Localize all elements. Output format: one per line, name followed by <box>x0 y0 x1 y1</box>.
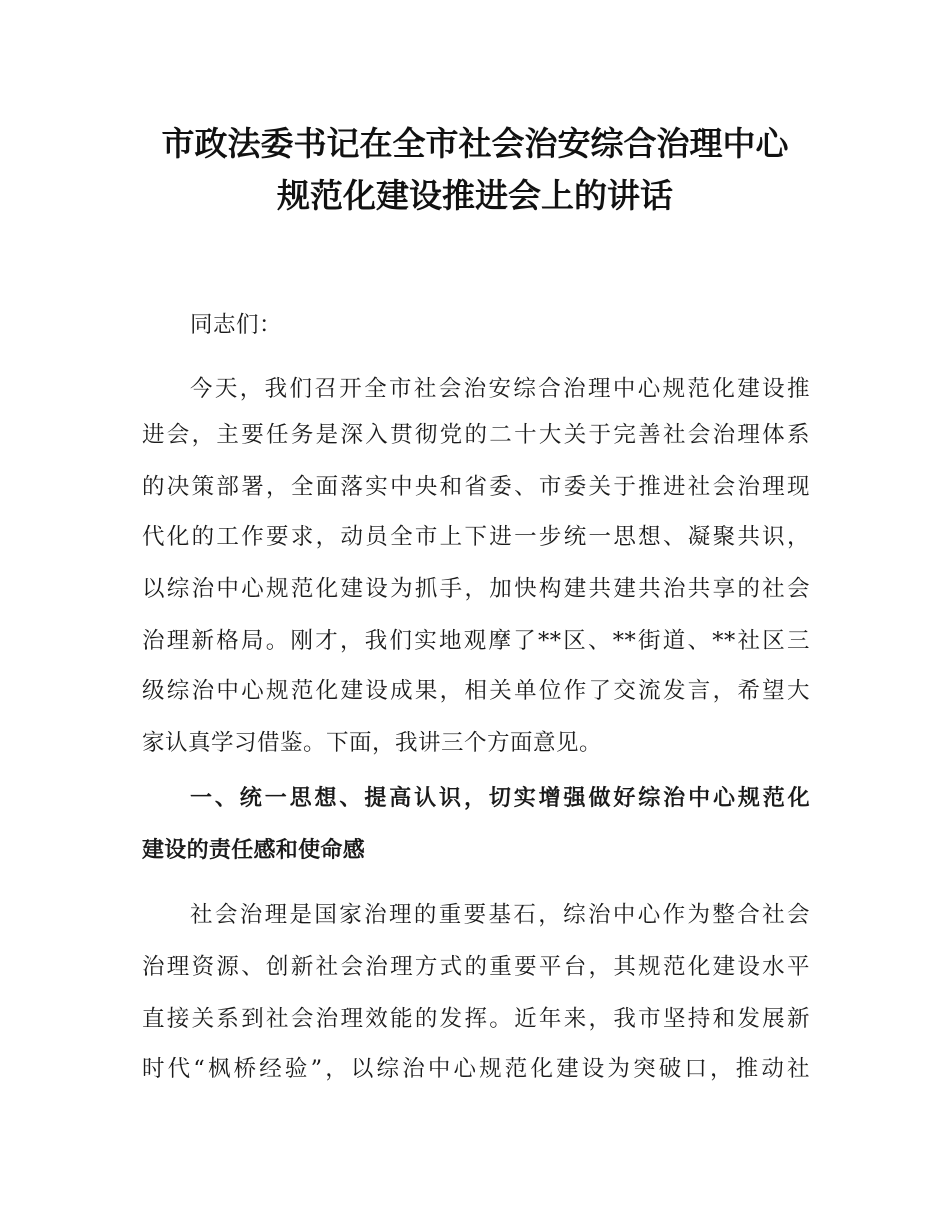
paragraph1-line: 进会，主要任务是深入贯彻党的二十大关于完善社会治理体系 <box>142 422 810 448</box>
section-heading-line: 建设的责任感和使命感 <box>142 838 366 863</box>
paragraph2-line: 社会治理是国家治理的重要基石，综治中心作为整合社会 <box>190 902 810 928</box>
paragraph1-line: 治理新格局。刚才，我们实地观摩了**区、**街道、**社区三 <box>142 628 810 654</box>
section-heading-line: 一、统一思想、提高认识，切实增强做好综治中心规范化 <box>190 786 810 811</box>
document-title-line-2: 规范化建设推进会上的讲话 <box>277 176 673 215</box>
salutation: 同志们： <box>190 312 283 338</box>
paragraph2-line: 直接关系到社会治理效能的发挥。近年来，我市坚持和发展新 <box>142 1006 810 1032</box>
paragraph1-line: 今天，我们召开全市社会治安综合治理中心规范化建设推 <box>190 376 810 402</box>
paragraph1-line: 代化的工作要求，动员全市上下进一步统一思想、凝聚共识， <box>142 524 810 550</box>
document-title-line-1: 市政法委书记在全市社会治安综合治理中心 <box>161 124 789 163</box>
paragraph2-line: 治理资源、创新社会治理方式的重要平台，其规范化建设水平 <box>142 954 810 980</box>
paragraph2-line: 时代“枫桥经验”，以综治中心规范化建设为突破口，推动社 <box>142 1056 810 1082</box>
paragraph1-line: 以综治中心规范化建设为抓手，加快构建共建共治共享的社会 <box>142 576 810 602</box>
paragraph1-line: 的决策部署，全面落实中央和省委、市委关于推进社会治理现 <box>142 474 810 500</box>
paragraph1-line: 级综治中心规范化建设成果，相关单位作了交流发言，希望大 <box>142 678 810 704</box>
paragraph1-line: 家认真学习借鉴。下面，我讲三个方面意见。 <box>142 730 603 756</box>
